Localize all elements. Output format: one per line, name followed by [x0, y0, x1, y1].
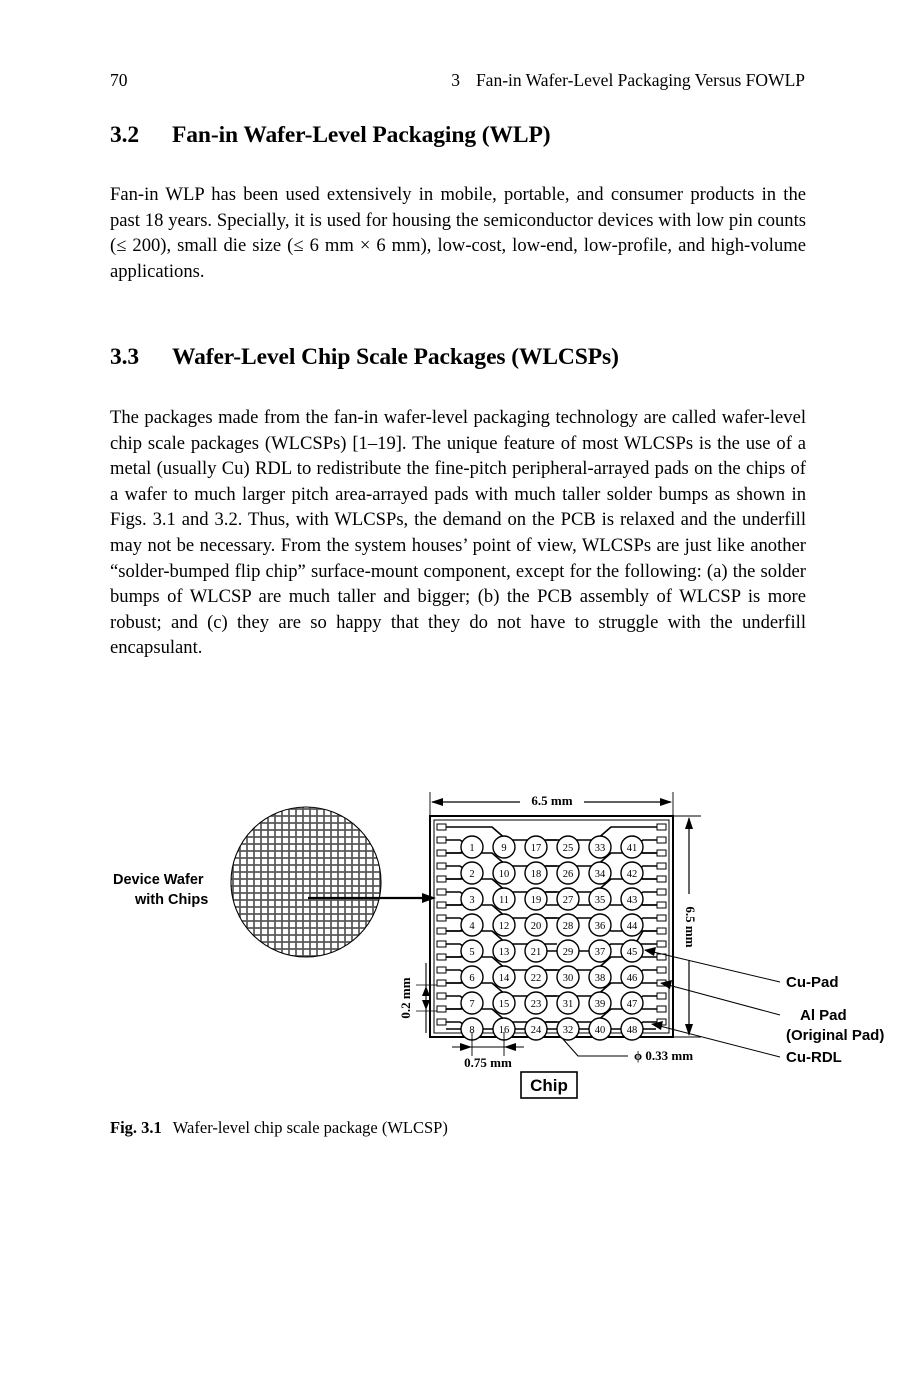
cu-pad	[461, 836, 483, 858]
running-head	[110, 68, 805, 92]
cu-pad-number: 41	[626, 843, 638, 854]
cu-pad	[557, 888, 579, 910]
cu-pad-number: 17	[530, 843, 542, 854]
cu-pad-number: 18	[530, 869, 542, 880]
cu-pad-number: 3	[469, 895, 475, 906]
cu-pad-number: 46	[626, 973, 638, 984]
figure-3-1-graphic	[100, 760, 900, 1105]
cu-pad-number: 37	[594, 947, 606, 958]
callout-al-pad-label: Al Pad	[800, 1007, 847, 1024]
cu-pad-number: 5	[469, 947, 475, 958]
section-heading-3-2	[110, 120, 810, 150]
cu-pad	[589, 836, 611, 858]
cu-pad-number: 32	[562, 1025, 574, 1036]
cu-pad-number: 19	[530, 895, 542, 906]
cu-pad-number: 35	[594, 895, 606, 906]
cu-pad-number: 40	[594, 1025, 606, 1036]
cu-pad-number: 30	[562, 973, 574, 984]
dimension-pad-diameter-label: ϕ 0.33 mm	[634, 1048, 694, 1063]
cu-pad	[557, 862, 579, 884]
cu-pad	[557, 966, 579, 988]
dimension-pad-edge-pitch-label: 0.2 mm	[397, 977, 413, 1019]
cu-pad	[461, 992, 483, 1014]
paragraph-3-3	[110, 405, 806, 661]
callout-cu-pad-label: Cu-Pad	[786, 974, 839, 991]
cu-pad	[461, 888, 483, 910]
cu-pad-number: 14	[498, 973, 510, 984]
cu-pad-number: 34	[594, 869, 606, 880]
cu-pad	[493, 862, 515, 884]
wafer-label-line1: Device Wafer	[113, 872, 204, 888]
section-number-3-3: 3.3	[110, 344, 140, 370]
figure-3-1	[100, 760, 900, 1105]
cu-pad-number: 16	[498, 1025, 510, 1036]
cu-pad	[525, 1018, 547, 1040]
cu-pad	[589, 940, 611, 962]
cu-pad-number: 4	[469, 921, 475, 932]
callout-cu-rdl-label: Cu-RDL	[786, 1049, 842, 1066]
dimension-height-label: 6.5 mm	[683, 906, 699, 948]
cu-pad	[525, 992, 547, 1014]
cu-pad	[589, 1018, 611, 1040]
cu-pad-number: 2	[469, 869, 475, 880]
cu-pad-number: 7	[469, 999, 475, 1010]
cu-pad	[525, 888, 547, 910]
cu-pad	[621, 836, 643, 858]
cu-pad	[621, 940, 643, 962]
cu-pad	[621, 966, 643, 988]
dimension-height	[673, 816, 701, 1037]
section-title-3-2: Fan-in Wafer-Level Packaging (WLP)	[172, 122, 551, 148]
section-title-3-3: Wafer-Level Chip Scale Packages (WLCSPs)	[172, 344, 619, 370]
cu-pad	[589, 914, 611, 936]
cu-pad	[493, 966, 515, 988]
cu-pad-number: 9	[501, 843, 507, 854]
cu-pad-number: 44	[626, 921, 638, 932]
cu-pad-number: 25	[562, 843, 574, 854]
cu-pad-number: 48	[626, 1025, 638, 1036]
cu-pad-number: 36	[594, 921, 606, 932]
cu-pad	[557, 914, 579, 936]
cu-pad-number: 39	[594, 999, 606, 1010]
cu-pad	[621, 862, 643, 884]
cu-pad-number: 12	[498, 921, 510, 932]
cu-pad-number: 28	[562, 921, 574, 932]
cu-pad-number: 21	[530, 947, 542, 958]
cu-pad-number: 1	[469, 843, 475, 854]
cu-pad	[461, 914, 483, 936]
cu-pad	[621, 914, 643, 936]
cu-pad-number: 22	[530, 973, 542, 984]
cu-pad-number: 45	[626, 947, 638, 958]
paragraph-3-2-text: Fan-in WLP has been used extensively in mobile, portable, and consumer products in the past 18 years. Specially, it is used for housing the semiconductor devices with low pin counts (≤ 200), small die size (≤ 6 mm × 6 mm), low-cost, low-end, low-profile, and high-volume applications.	[110, 184, 806, 282]
cu-pad-number: 47	[626, 999, 638, 1010]
cu-pad-number: 43	[626, 895, 638, 906]
cu-pad	[621, 888, 643, 910]
cu-pad-number: 11	[498, 895, 510, 906]
cu-pad	[557, 992, 579, 1014]
cu-pad-number: 15	[498, 999, 510, 1010]
device-wafer	[228, 804, 386, 962]
cu-pad-number: 8	[469, 1025, 475, 1036]
cu-pad-number: 10	[498, 869, 510, 880]
cu-pad	[589, 888, 611, 910]
figure-caption-text: Wafer-level chip scale package (WLCSP)	[172, 1118, 448, 1137]
running-head-chapter-number: 3	[451, 70, 460, 90]
section-number-3-2: 3.2	[110, 122, 140, 148]
cu-pad	[621, 992, 643, 1014]
cu-pad-number: 27	[562, 895, 574, 906]
cu-pad	[461, 862, 483, 884]
cu-pad	[621, 1018, 643, 1040]
cu-pad-number: 23	[530, 999, 542, 1010]
cu-pad-number: 31	[562, 999, 574, 1010]
cu-pad-number: 42	[626, 869, 638, 880]
cu-pad-number: 33	[594, 843, 606, 854]
cu-pad	[493, 836, 515, 858]
chip-label-box	[521, 1072, 577, 1098]
dimension-pad-pitch-label: 0.75 mm	[464, 1055, 512, 1070]
cu-pad	[493, 888, 515, 910]
cu-pad	[525, 836, 547, 858]
cu-pad-number: 38	[594, 973, 606, 984]
callout-al-pad-sublabel: (Original Pad)	[786, 1027, 885, 1044]
cu-pad	[525, 914, 547, 936]
cu-pad-number: 13	[498, 947, 510, 958]
section-heading-3-3	[110, 342, 810, 372]
figure-caption	[110, 1117, 810, 1139]
cu-pad-number: 20	[530, 921, 542, 932]
dimension-pad-edge-pitch	[398, 963, 438, 1033]
paragraph-3-2	[110, 182, 806, 284]
chip-label: Chip	[530, 1076, 568, 1095]
cu-pad	[557, 940, 579, 962]
wafer-label-line2: with Chips	[135, 892, 209, 908]
cu-pad	[557, 836, 579, 858]
cu-pad	[589, 992, 611, 1014]
cu-pad	[589, 966, 611, 988]
figure-caption-label: Fig. 3.1	[110, 1118, 162, 1137]
dimension-pad-diameter	[562, 1038, 693, 1063]
cu-pad	[461, 940, 483, 962]
dimension-width-label: 6.5 mm	[531, 792, 573, 808]
running-head-chapter-title: Fan-in Wafer-Level Packaging Versus FOWLP	[475, 70, 805, 90]
cu-pad	[493, 940, 515, 962]
paragraph-3-3-text: The packages made from the fan-in wafer-level packaging technology are called wafer-level chip scale packages (WLCSPs) [1–19]. The unique feature of most WLCSPs is the use of a metal (usually Cu) RDL to redistribute the fine-pitch peripheral-arrayed pads on the chips of a wafer to much larger pitch area-arrayed pads with much taller solder bumps as shown in Figs. 3.1 and 3.2. Thus, with WLCSPs, the demand on the PCB is relaxed and the underfill may not be necessary. From the system houses’ point of view, WLCSPs are just like another “solder-bumped flip chip” surface-mount component, except for the following: (a) the solder bumps of WLCSP are much taller and bigger; (b) the PCB assembly of WLCSP is more robust; and (c) they are so happy that they do not have to struggle with the underfill encapsulant.	[110, 407, 806, 659]
cu-pad	[461, 966, 483, 988]
cu-pad	[525, 862, 547, 884]
cu-pad-number: 6	[469, 973, 475, 984]
cu-pad	[589, 862, 611, 884]
cu-pad-number: 26	[562, 869, 574, 880]
cu-pad-number: 29	[562, 947, 574, 958]
cu-pad	[525, 966, 547, 988]
cu-pad-number: 24	[530, 1025, 542, 1036]
cu-pad	[493, 992, 515, 1014]
cu-pad	[557, 1018, 579, 1040]
page-number: 70	[110, 70, 128, 90]
cu-pad	[493, 914, 515, 936]
running-head-title	[451, 68, 805, 92]
cu-pad	[525, 940, 547, 962]
